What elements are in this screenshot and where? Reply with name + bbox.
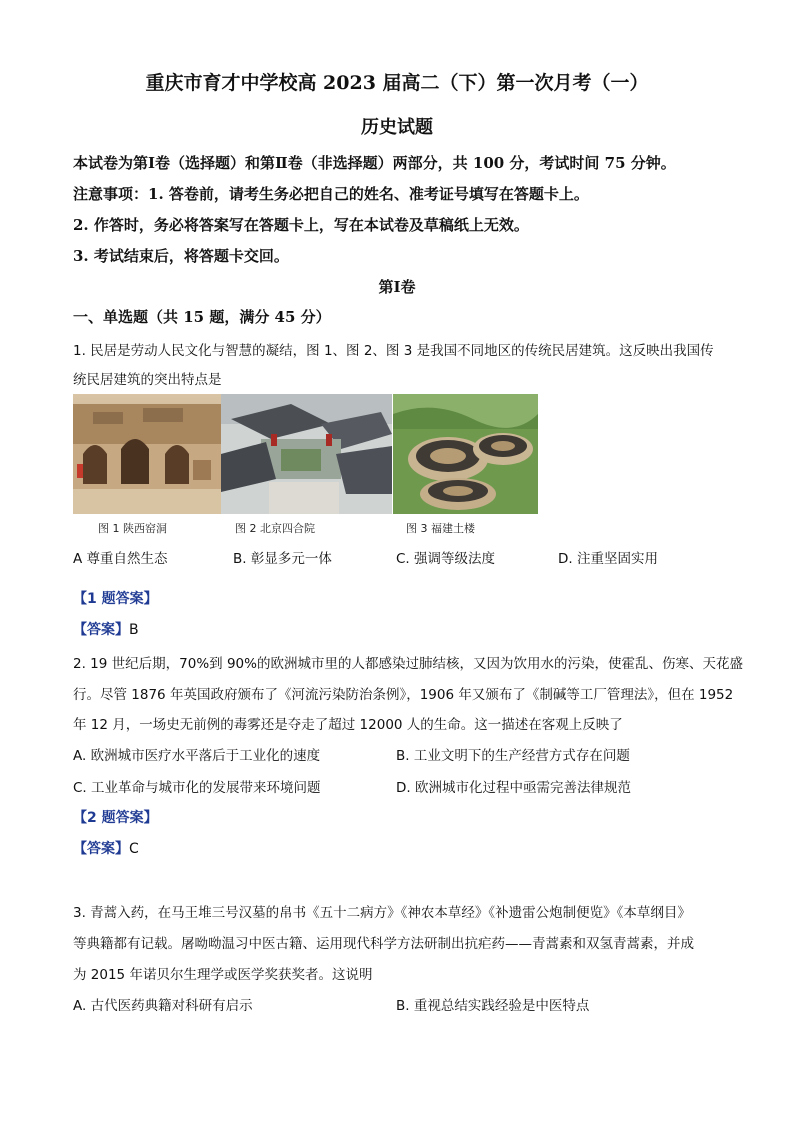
q1-option-b: B. 彰显多元一体 — [233, 551, 332, 567]
q3-text-line3: 为 2015 年诺贝尔生理学或医学奖获奖者。这说明 — [73, 967, 373, 983]
cave-dwelling-photo — [73, 394, 221, 514]
subject-title: 历史试题 — [361, 117, 433, 138]
q2-answer-heading: 【2 题答案】 — [73, 810, 158, 826]
intro-text: 本试卷为第Ⅰ卷（选择题）和第Ⅱ卷（非选择题）两部分，共 100 分，考试时间 75 分钟。 — [73, 154, 676, 172]
q1-option-d: D. 注重坚固实用 — [558, 551, 658, 567]
note-1: 注意事项：1. 答卷前，请考生务必把自己的姓名、准考证号填写在答题卡上。 — [73, 185, 589, 203]
figure-3-caption: 图 3 福建土楼 — [406, 522, 475, 535]
q2-option-a: A. 欧洲城市医疗水平落后于工业化的速度 — [73, 748, 321, 764]
q3-text-line1: 3. 青蒿入药，在马王堆三号汉墓的帛书《五十二病方》《神农本草经》《补遗雷公炮制便览》《本草纲目》 — [73, 905, 691, 921]
q2-option-b: B. 工业文明下的生产经营方式存在问题 — [396, 748, 630, 764]
q3-option-b: B. 重视总结实践经验是中医特点 — [396, 998, 590, 1014]
q3-text-line2: 等典籍都有记载。屠呦呦温习中医古籍、运用现代科学方法研制出抗疟药——青蒿素和双氢青蒿素，并成 — [73, 936, 694, 952]
figure-1-caption: 图 1 陕西窑洞 — [98, 522, 167, 535]
q1-option-a: A 尊重自然生态 — [73, 551, 168, 567]
q1-answer-heading: 【1 题答案】 — [73, 591, 158, 607]
q2-option-d: D. 欧洲城市化过程中亟需完善法律规范 — [396, 780, 631, 796]
q2-text-line1: 2. 19 世纪后期，70%到 90%的欧洲城市里的人都感染过肺结核，又因为饮用水的污染，使霍乱、伤寒、天花盛 — [73, 656, 743, 672]
note-2: 2. 作答时，务必将答案写在答题卡上，写在本试卷及草稿纸上无效。 — [73, 216, 529, 234]
q3-option-a: A. 古代医药典籍对科研有启示 — [73, 998, 253, 1014]
q1-text-line1: 1. 民居是劳动人民文化与智慧的凝结，图 1、图 2、图 3 是我国不同地区的传统民居建筑。这反映出我国传 — [73, 343, 714, 359]
q2-text-line2: 行。尽管 1876 年英国政府颁布了《河流污染防治条例》，1906 年又颁布了《制碱等工厂管理法》，但在 1952 — [73, 687, 734, 703]
q2-text-line3: 年 12 月，一场史无前例的毒雾还是夺走了超过 12000 人的生命。这一描述在客观上反映了 — [73, 717, 623, 733]
courtyard-house-photo — [221, 394, 392, 514]
exam-title: 重庆市育才中学校高 2023 届高二（下）第一次月考（一） — [145, 72, 649, 94]
q2-option-c: C. 工业革命与城市化的发展带来环境问题 — [73, 780, 321, 796]
volume-heading: 第Ⅰ卷 — [378, 278, 416, 296]
q1-option-c: C. 强调等级法度 — [396, 551, 496, 567]
q1-text-line2: 统民居建筑的突出特点是 — [73, 372, 222, 388]
q1-answer: 【答案】B — [73, 622, 139, 638]
tulou-photo — [393, 394, 538, 514]
figure-2-caption: 图 2 北京四合院 — [235, 522, 315, 535]
note-3: 3. 考试结束后，将答题卡交回。 — [73, 247, 289, 265]
part-heading: 一、单选题（共 15 题，满分 45 分） — [73, 308, 331, 326]
q2-answer: 【答案】C — [73, 841, 139, 857]
